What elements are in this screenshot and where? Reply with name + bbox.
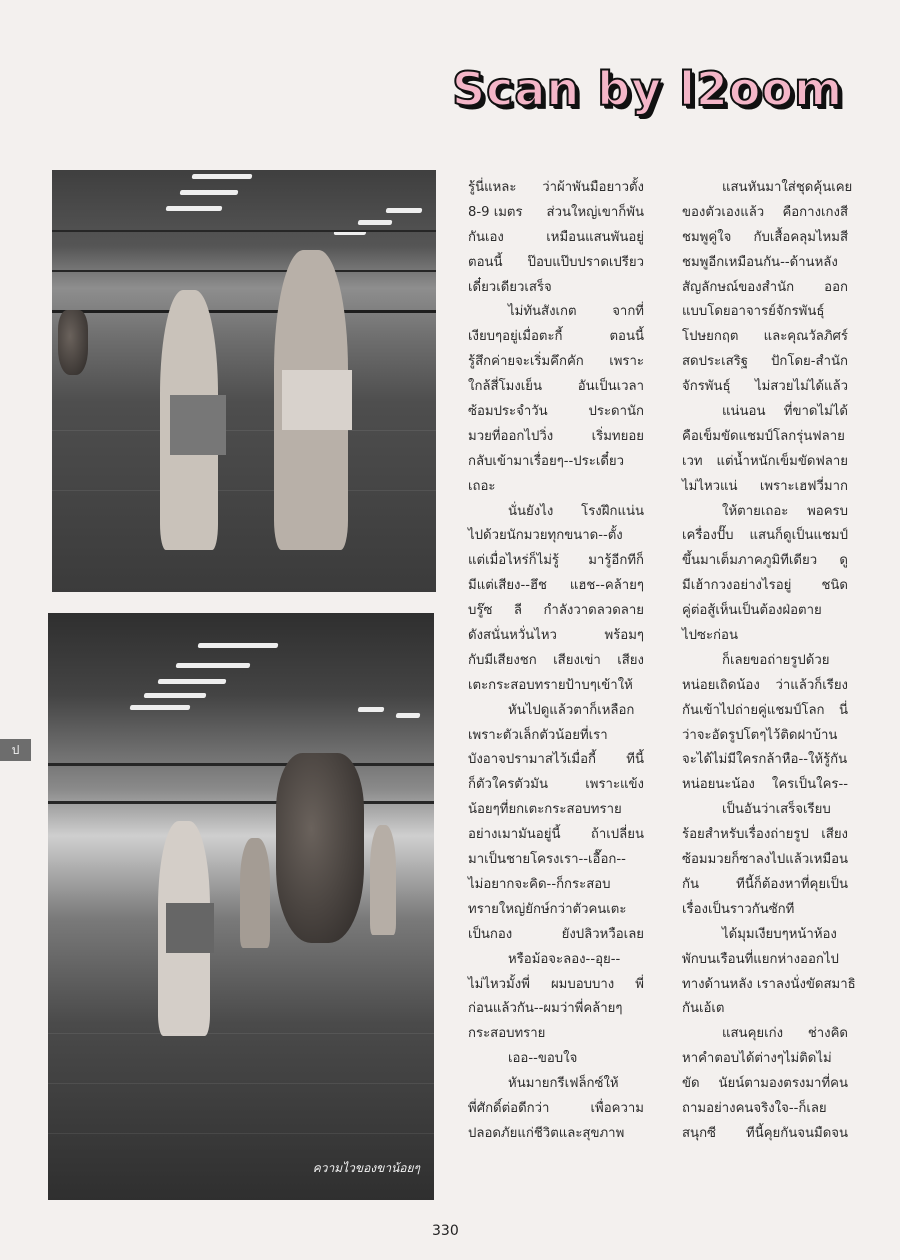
text-segment: เออ--ขอบใจ <box>508 1051 578 1067</box>
text-line <box>468 425 644 450</box>
text-segment: นี่ <box>838 702 848 718</box>
text-segment: แสนก็ดูเป็นแชมป์ <box>749 528 848 544</box>
background-boxer <box>240 838 270 948</box>
text-line <box>682 848 848 873</box>
text-segment: กระสอบทราย <box>468 1026 546 1042</box>
text-line <box>682 475 848 500</box>
text-segment: ซ้อมประจำวัน <box>468 404 548 420</box>
text-line <box>682 325 848 350</box>
roof-beam <box>52 270 436 272</box>
text-line <box>682 674 848 699</box>
text-segment: เป็นอันว่าเสร็จเรียบ <box>722 802 831 818</box>
text-segment: พักบนเรือนที่แยกห่างออกไป <box>682 951 839 967</box>
text-segment: ใครเป็นใคร-- <box>771 777 848 793</box>
text-segment: ปลอดภัยแก่ชีวิตและสุขภาพ <box>468 1125 625 1141</box>
text-line <box>682 176 853 201</box>
text-segment: จักรพันธุ์ <box>682 379 731 395</box>
text-segment: ว่าจะอัดรูปโตๆไว้ติดฝาบ้าน <box>682 727 838 743</box>
text-segment: ร้อยสำหรับเรื่องถ่ายรูป <box>682 827 809 843</box>
window-frame <box>52 310 436 313</box>
text-segment: หรือม้อจะลอง--อุย-- <box>508 951 621 967</box>
text-line <box>468 276 644 301</box>
text-segment: ซ้อมมวยก็ซาลงไปแล้วเหมือน <box>682 852 849 868</box>
text-line <box>682 1097 848 1122</box>
text-segment: เสียง <box>821 827 848 843</box>
text-segment: ปักโดย-สำนัก <box>771 354 848 370</box>
text-line <box>682 948 848 973</box>
text-segment: หน่อยเถิดน้อง <box>682 677 760 693</box>
text-segment: ไม่ไหวมั้งพี่ <box>468 976 530 992</box>
text-segment: ไม่ไหวแน่ <box>682 478 738 494</box>
text-segment: ที่ขาดไม่ได้ <box>783 404 848 420</box>
text-segment: เวท <box>682 453 703 469</box>
text-segment: ว่าผ้าพันมือยาวตั้ง <box>542 180 644 195</box>
text-line <box>682 300 848 325</box>
text-line <box>468 251 644 276</box>
text-segment: ให้ตายเถอะ <box>722 503 789 519</box>
text-segment: ผมบอบบาง <box>550 976 615 992</box>
text-segment: น้อยๆที่ยกเตะกระสอบทราย <box>468 802 622 818</box>
text-segment: พอครบ <box>807 503 848 519</box>
text-segment: ลี <box>513 603 522 619</box>
text-line <box>468 674 644 699</box>
text-line <box>682 425 848 450</box>
text-segment: แน่นอน <box>722 404 766 420</box>
text-segment: ว่าแล้วก็เรียง <box>775 677 848 693</box>
text-line <box>468 1072 644 1097</box>
text-segment: คือเข็มขัดแชมป์โลกรุ่นฟลาย <box>682 428 845 444</box>
text-line <box>682 699 848 724</box>
text-segment: แสนคุยเก่ง <box>722 1026 784 1042</box>
text-segment: เงียบๆอยู่เมื่อตะกี้ <box>468 329 563 345</box>
text-segment: ถ้าเปลี่ยน <box>590 827 644 843</box>
text-segment: มาเป็นชายโครงเรา--เอื๊อก-- <box>468 852 626 868</box>
text-segment: ประดานัก <box>588 404 644 420</box>
text-line <box>682 1122 848 1147</box>
text-segment: ตอนนี้ <box>609 329 644 345</box>
text-line <box>468 649 644 674</box>
text-segment: ของตัวเองแล้ว <box>682 204 765 220</box>
text-segment: มีแต่เสียง--ฮึช <box>468 578 547 594</box>
text-line <box>682 549 848 574</box>
photo-training-with-pads <box>52 170 436 592</box>
photo-caption: ความไวของขาน้อยๆ <box>312 1161 420 1175</box>
ceiling-light <box>386 208 423 213</box>
text-segment: ไปซะก่อน <box>682 628 738 644</box>
text-segment: ใกล้สี่โมงเย็น <box>468 379 543 395</box>
text-line <box>468 624 644 649</box>
ceiling-light <box>192 174 253 179</box>
text-line <box>682 973 856 998</box>
text-line <box>682 823 848 848</box>
text-segment: หน่อยนะน้อง <box>682 777 755 793</box>
text-segment: ถามอย่างคนจริงใจ--ก็เลย <box>682 1100 827 1116</box>
text-segment: ชนิด <box>821 578 848 594</box>
text-line <box>682 798 848 823</box>
ceiling-light <box>176 663 251 668</box>
text-segment: ขึ้นมาเต็มภาคภูมิทีเดียว <box>682 553 818 569</box>
text-line <box>468 599 644 624</box>
text-line <box>468 923 644 948</box>
text-segment: ขัด <box>682 1076 700 1092</box>
ceiling-light <box>396 713 421 718</box>
text-line <box>468 748 644 773</box>
text-segment: อย่างเมามันอยู่นี้ <box>468 827 561 843</box>
text-segment: ก็ตัวใครตัวมัน <box>468 777 548 793</box>
text-segment: ตอนนี้ <box>468 254 503 270</box>
boxing-shorts <box>166 903 214 953</box>
text-line <box>682 624 848 649</box>
text-segment: บังอาจปรามาสไว้เมื่อกี้ <box>468 752 597 768</box>
text-segment: ไม่ทันสังเกต <box>508 304 577 320</box>
text-segment: หาคำตอบได้ต่างๆไม่ติดไม่ <box>682 1051 832 1067</box>
ceiling-light <box>144 693 207 698</box>
ceiling-light <box>130 705 191 710</box>
text-line <box>682 1072 848 1097</box>
punching-bag <box>58 310 88 375</box>
text-segment: ทีนี้ก็ต้องหาที่คุยเป็น <box>736 876 848 892</box>
text-segment: กัน <box>682 876 699 892</box>
background-boxer <box>370 825 396 935</box>
ceiling-light <box>358 220 393 225</box>
ceiling-light <box>166 206 223 211</box>
text-line <box>468 574 644 599</box>
text-segment: เตะกระสอบทรายป้าบๆเข้าให้ <box>468 677 633 693</box>
text-segment: ออก <box>824 279 848 295</box>
text-line <box>682 1022 848 1047</box>
text-segment: นัยน์ตามองตรงมาที่คน <box>718 1076 848 1092</box>
text-segment: เพราะ <box>609 354 644 370</box>
text-line <box>468 773 644 798</box>
text-segment: ไม่สวยไม่ได้แล้ว <box>754 379 848 395</box>
text-segment: บรู๊ซ <box>468 603 493 619</box>
text-segment: จะได้ไม่มีใครกล้าหือ--ให้รู้กัน <box>682 752 848 768</box>
text-line <box>468 226 644 251</box>
text-line <box>468 823 644 848</box>
text-line <box>468 201 644 226</box>
text-segment: ช่างคิด <box>807 1026 848 1042</box>
text-line <box>682 251 848 276</box>
photo-heavy-bag-kick <box>48 613 434 1200</box>
text-line <box>468 973 644 998</box>
text-line <box>468 375 644 400</box>
text-line <box>468 350 644 375</box>
text-line <box>468 1022 644 1047</box>
text-segment: ดังสนั่นหวั่นไหว <box>468 628 557 644</box>
trainer-shorts <box>282 370 352 430</box>
text-segment: และคุณวัลภิศร์ <box>763 329 848 345</box>
text-line <box>468 176 644 201</box>
text-line <box>682 748 848 773</box>
text-line <box>468 1097 644 1122</box>
text-segment: รู้สึกค่ายจะเริ่มคึกคัก <box>468 354 584 370</box>
text-line <box>682 226 848 251</box>
heavy-bag <box>276 753 364 943</box>
text-line <box>468 450 644 475</box>
text-segment: พร้อมๆ <box>604 628 644 644</box>
text-line <box>468 500 644 525</box>
text-line <box>468 848 644 873</box>
text-line <box>468 798 644 823</box>
text-segment: กับเสื้อคลุมไหมสี <box>753 229 848 245</box>
text-segment: ยังปลิวหวือเลย <box>561 926 644 942</box>
text-line <box>682 524 848 549</box>
text-line <box>682 649 848 674</box>
text-segment: มีเฮ้ากวงอย่างไรอยู่ <box>682 578 792 594</box>
text-segment: สัญลักษณ์ของสำนัก <box>682 279 795 295</box>
text-segment: แบบโดยอาจารย์จักรพันธุ์ <box>682 304 825 320</box>
text-line <box>468 300 644 325</box>
text-line <box>468 699 644 724</box>
text-segment: ไปด้วยนักมวยทุกขนาด--ตั้ง <box>468 528 623 544</box>
boxing-shorts <box>170 395 226 455</box>
text-line <box>682 898 848 923</box>
text-line <box>468 1122 644 1147</box>
text-segment: กันเข้าไปถ่ายคู่แชมป์โลก <box>682 702 825 718</box>
text-segment: แต่น้ำหนักเข็มขัดฟลาย <box>716 453 848 469</box>
text-segment: ชมพูคู่ใจ <box>682 229 732 245</box>
text-line <box>682 997 848 1022</box>
scan-watermark: Scan by l2oom <box>452 62 844 116</box>
text-segment: ทีนี้คุยกันจนมืดจน <box>746 1125 848 1141</box>
text-segment: เริ่มทยอย <box>591 428 644 444</box>
text-segment: เพราะเฮฟวี่มาก <box>759 478 848 494</box>
roof-beam <box>52 230 436 232</box>
text-segment: มารู้อีกทีก็ <box>588 553 644 569</box>
text-segment: เถอะ <box>468 478 496 494</box>
window-frame <box>48 763 434 766</box>
text-segment: ได้มุมเงียบๆหน้าห้อง <box>722 926 837 942</box>
text-line <box>682 599 848 624</box>
text-column-2 <box>682 176 856 1147</box>
text-segment: ส่วนใหญ่เขาก็พัน <box>546 204 644 220</box>
text-line <box>468 873 644 898</box>
text-segment: เรื่องเป็นราวกันซักที <box>682 901 795 917</box>
text-segment: ก็เลยขอถ่ายรูปด้วย <box>722 652 830 668</box>
text-segment: จากที่ <box>612 304 644 320</box>
text-segment: ชมพูอีกเหมือนกัน--ด้านหลัง <box>682 254 838 270</box>
text-line <box>682 350 848 375</box>
text-segment: ทีนี้ <box>626 752 644 768</box>
text-segment: มวยที่ออกไปวิ่ง <box>468 428 554 444</box>
text-line <box>682 724 848 749</box>
text-line <box>682 500 848 525</box>
text-segment: หันไปดูแล้วตาก็เหลือก <box>508 702 635 718</box>
text-line <box>468 475 644 500</box>
text-segment: เพื่อความ <box>590 1100 644 1116</box>
text-segment: เสียงเข่า <box>553 652 601 668</box>
text-line <box>468 724 644 749</box>
window-frame <box>48 801 434 804</box>
text-segment: ทางด้านหลัง เราลงนั่งขัดสมาธิ <box>682 976 856 992</box>
text-segment: แฮช--คล้ายๆ <box>569 578 644 594</box>
text-line <box>682 450 848 475</box>
text-line <box>682 923 848 948</box>
text-line <box>682 400 848 425</box>
section-tab: ป <box>0 739 31 761</box>
text-line <box>682 873 848 898</box>
text-line <box>468 549 644 574</box>
text-line <box>468 524 644 549</box>
text-segment: ไม่อยากจะคิด--ก็กระสอบ <box>468 876 611 892</box>
ceiling-light <box>180 190 239 195</box>
text-segment: เพราะแข้ง <box>585 777 644 793</box>
text-segment: เครื่องปั๊บ <box>682 528 734 544</box>
text-line <box>682 1047 848 1072</box>
text-segment: ทรายใหญ่ยักษ์กว่าตัวคนเตะ <box>468 901 627 917</box>
text-segment: หันมายกรีเฟล็กซ์ให้ <box>508 1076 619 1092</box>
text-segment: สดประเสริฐ <box>682 354 749 370</box>
text-line <box>682 773 848 798</box>
text-segment: กลับเข้ามาเรื่อยๆ--ประเดี๋ยว <box>468 453 625 469</box>
text-segment: เสียง <box>617 652 644 668</box>
text-segment: เหมือนแสนพันอยู่ <box>546 229 644 245</box>
text-segment: แสนหันมาใส่ชุดคุ้นเคย <box>722 180 853 195</box>
text-line <box>682 201 848 226</box>
text-segment: 8-9 เมตร <box>468 204 523 220</box>
text-segment: คือกางเกงสี <box>782 204 848 220</box>
text-line <box>468 325 644 350</box>
text-segment: กันเอ้เต <box>682 1001 725 1017</box>
text-segment: แต่เมื่อไหร่ก็ไม่รู้ <box>468 553 559 569</box>
text-line <box>682 375 848 400</box>
page-number: 330 <box>432 1223 459 1239</box>
text-segment: กันเอง <box>468 229 504 245</box>
text-line <box>468 997 644 1022</box>
text-segment: ป๊อบแป๊บปราดเปรียว <box>527 254 644 270</box>
text-line <box>468 400 644 425</box>
text-line <box>468 948 644 973</box>
text-column-1 <box>468 176 644 1147</box>
text-segment: นั่นยังไง <box>508 503 554 519</box>
ceiling-light <box>358 707 385 712</box>
text-line <box>468 1047 644 1072</box>
text-line <box>468 898 644 923</box>
text-segment: ก่อนแล้วกัน--ผมว่าพี่คล้ายๆ <box>468 1001 623 1017</box>
text-segment: พี่ <box>635 976 644 992</box>
text-segment: เดี๋ยวเดียวเสร็จ <box>468 279 552 295</box>
ceiling-light <box>158 679 227 684</box>
text-segment: พี่ศักดิ์ต่อดีกว่า <box>468 1100 550 1116</box>
text-segment: อันเป็นเวลา <box>577 379 644 395</box>
text-segment: เป็นกอง <box>468 926 513 942</box>
text-segment: กำลังวาดลวดลาย <box>543 603 644 619</box>
text-segment: โรงฝึกแน่น <box>581 503 644 519</box>
text-line <box>682 574 848 599</box>
text-segment: รู้นี่แหละ <box>468 180 517 195</box>
text-segment: สนุกซี <box>682 1125 716 1141</box>
text-segment: คู่ต่อสู้เห็นเป็นต้องฝ่อตาย <box>682 603 822 619</box>
text-segment: เพราะตัวเล็กตัวน้อยที่เรา <box>468 727 608 743</box>
text-segment: โปษยกฤต <box>682 329 739 345</box>
text-segment: กับมีเสียงชก <box>468 652 537 668</box>
text-segment: ดู <box>839 553 848 569</box>
ceiling-light <box>198 643 279 648</box>
text-line <box>682 276 848 301</box>
